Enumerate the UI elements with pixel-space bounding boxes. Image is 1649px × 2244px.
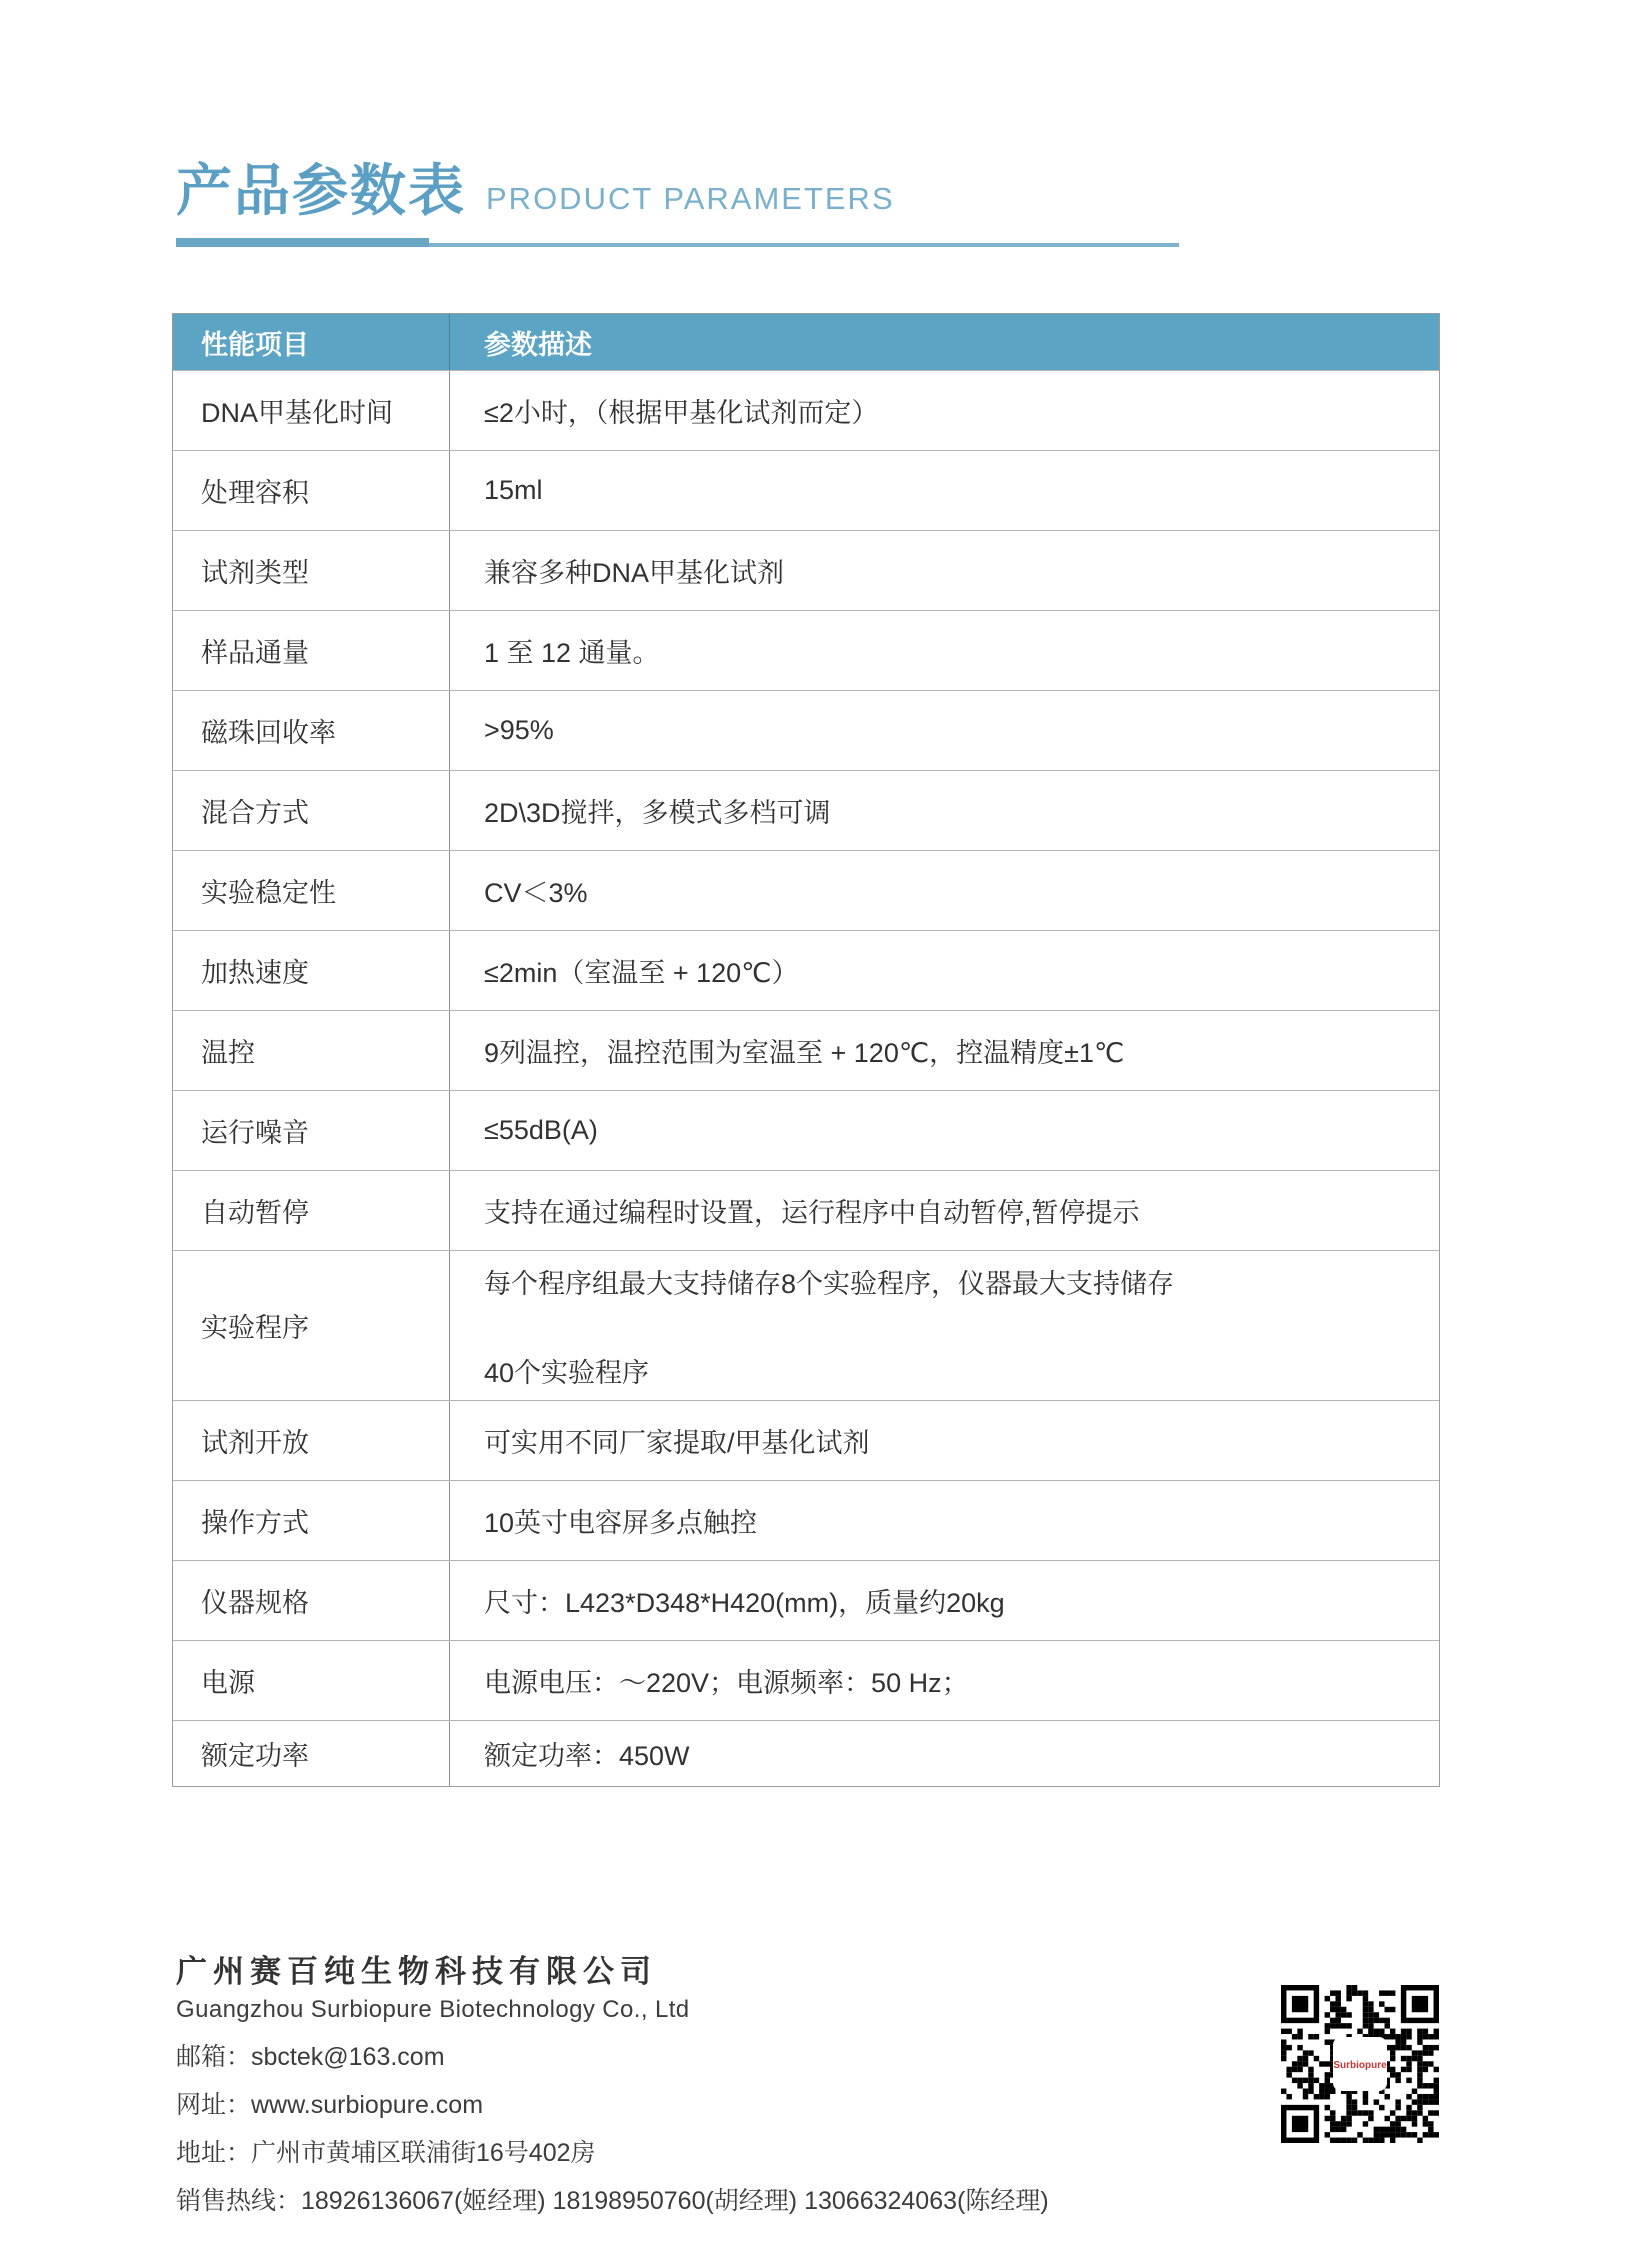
table-row xyxy=(173,450,1439,530)
row-value: 15ml xyxy=(484,475,543,505)
row-label: 仪器规格 xyxy=(173,1561,450,1640)
row-value: CV＜3% xyxy=(484,878,588,908)
row-value: 兼容多种DNA甲基化试剂 xyxy=(484,558,785,588)
row-value: 额定功率：450W xyxy=(484,1741,690,1771)
row-value: 2D\3D搅拌，多模式多档可调 xyxy=(484,798,831,828)
row-value: 尺寸：L423*D348*H420(mm)，质量约20kg xyxy=(484,1588,1005,1618)
contact-info xyxy=(176,2033,1049,2225)
row-label: 试剂类型 xyxy=(173,531,450,610)
row-value: >95% xyxy=(484,715,554,745)
row-label: 额定功率 xyxy=(173,1721,450,1786)
row-label: 处理容积 xyxy=(173,451,450,530)
table-row xyxy=(173,1090,1439,1170)
contact-sales-hotline: 销售热线：18926136067(姬经理) 18198950760(胡经理) 13066324063(陈经理) xyxy=(176,2187,1049,2215)
table-row xyxy=(173,1640,1439,1720)
row-value: ≤2min（室温至 + 120℃） xyxy=(484,958,799,988)
row-value: 每个程序组最大支持储存8个实验程序，仪器最大支持储存 40个实验程序 xyxy=(484,1268,1175,1388)
title-underline-thin xyxy=(429,243,1179,247)
table-row xyxy=(173,530,1439,610)
table-row xyxy=(173,1010,1439,1090)
table-row xyxy=(173,370,1439,450)
table-row xyxy=(173,850,1439,930)
row-value: 电源电压：～220V；电源频率：50 Hz； xyxy=(484,1668,969,1698)
row-label: 实验程序 xyxy=(173,1251,450,1400)
table-header-parameter-description: 参数描述 xyxy=(484,329,592,360)
row-value: 10英寸电容屏多点触控 xyxy=(484,1508,758,1538)
page-title: 产品参数表 xyxy=(176,159,466,222)
table-row xyxy=(173,770,1439,850)
row-label: 试剂开放 xyxy=(173,1401,450,1480)
table-row xyxy=(173,1720,1439,1786)
row-value: 可实用不同厂家提取/甲基化试剂 xyxy=(484,1428,870,1458)
row-value: ≤2小时，（根据甲基化试剂而定） xyxy=(484,398,879,428)
row-label: 磁珠回收率 xyxy=(173,691,450,770)
table-header-performance-item: 性能项目 xyxy=(173,314,450,370)
row-label: 加热速度 xyxy=(173,931,450,1010)
row-label: DNA甲基化时间 xyxy=(173,371,450,450)
contact-website: 网址：www.surbiopure.com xyxy=(176,2091,484,2119)
company-name-zh: 广州赛百纯生物科技有限公司 xyxy=(176,1954,657,1989)
row-value: 9列温控，温控范围为室温至 + 120℃，控温精度±1℃ xyxy=(484,1038,1125,1068)
contact-address: 地址：广州市黄埔区联浦街16号402房 xyxy=(176,2139,596,2167)
table-header-row xyxy=(173,314,1439,370)
row-label: 自动暂停 xyxy=(173,1171,450,1250)
row-label: 温控 xyxy=(173,1011,450,1090)
qr-center-label: Surbiopure xyxy=(1333,2060,1387,2071)
row-label: 样品通量 xyxy=(173,611,450,690)
row-label: 混合方式 xyxy=(173,771,450,850)
row-value: ≤55dB(A) xyxy=(484,1115,598,1145)
title-underline-thick xyxy=(176,238,429,247)
table-row xyxy=(173,1480,1439,1560)
page-header xyxy=(176,159,895,222)
parameters-table xyxy=(172,313,1440,1787)
row-value: 支持在通过编程时设置，运行程序中自动暂停,暂停提示 xyxy=(484,1198,1140,1228)
table-row xyxy=(173,690,1439,770)
table-row xyxy=(173,1170,1439,1250)
row-label: 操作方式 xyxy=(173,1481,450,1560)
page-subtitle: PRODUCT PARAMETERS xyxy=(486,181,895,216)
table-row xyxy=(173,610,1439,690)
table-row xyxy=(173,930,1439,1010)
table-row xyxy=(173,1560,1439,1640)
table-row xyxy=(173,1250,1439,1400)
table-body xyxy=(173,370,1439,1786)
row-value: 1 至 12 通量。 xyxy=(484,638,660,668)
table-row xyxy=(173,1400,1439,1480)
qr-code xyxy=(1281,1985,1439,2143)
company-name-en: Guangzhou Surbiopure Biotechnology Co., Ltd xyxy=(176,1996,690,2023)
contact-email: 邮箱：sbctek@163.com xyxy=(176,2043,445,2071)
row-label: 运行噪音 xyxy=(173,1091,450,1170)
row-label: 实验稳定性 xyxy=(173,851,450,930)
row-label: 电源 xyxy=(173,1641,450,1720)
